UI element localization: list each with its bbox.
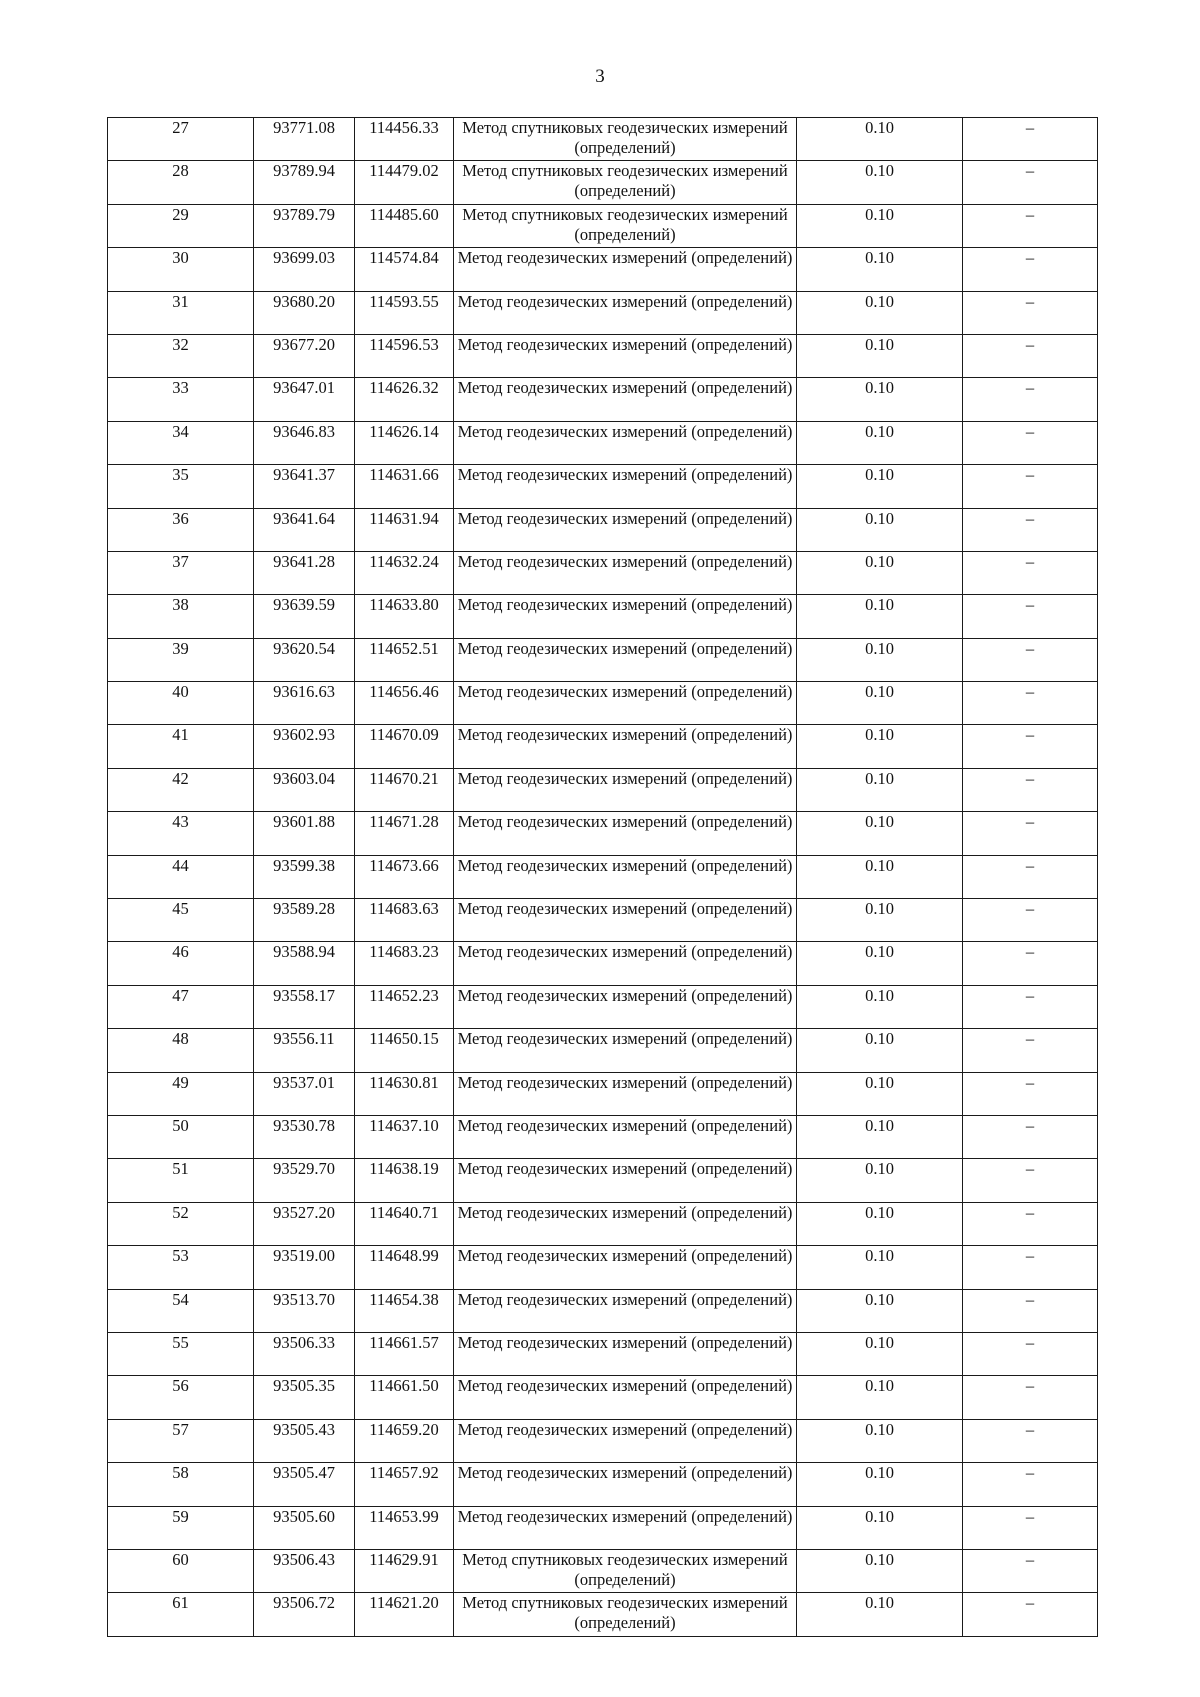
point-number-cell: 36 (108, 508, 254, 551)
table-row (108, 1246, 1098, 1289)
y-coordinate-cell: 114683.63 (355, 899, 454, 942)
table-row (108, 638, 1098, 681)
note-cell: – (963, 421, 1098, 464)
accuracy-cell: 0.10 (797, 1549, 963, 1592)
x-coordinate-cell: 93620.54 (254, 638, 355, 681)
x-coordinate-cell: 93641.37 (254, 465, 355, 508)
note-cell: – (963, 1593, 1098, 1636)
point-number-cell: 29 (108, 204, 254, 247)
point-number-cell: 53 (108, 1246, 254, 1289)
x-coordinate-cell: 93646.83 (254, 421, 355, 464)
method-cell: Метод геодезических измерений (определений) (454, 508, 797, 551)
point-number-cell: 41 (108, 725, 254, 768)
table-row (108, 1332, 1098, 1375)
note-cell: – (963, 508, 1098, 551)
note-cell: – (963, 465, 1098, 508)
accuracy-cell: 0.10 (797, 1246, 963, 1289)
note-cell: – (963, 378, 1098, 421)
note-cell: – (963, 985, 1098, 1028)
accuracy-cell: 0.10 (797, 1593, 963, 1636)
y-coordinate-cell: 114654.38 (355, 1289, 454, 1332)
method-cell: Метод геодезических измерений (определений) (454, 1072, 797, 1115)
method-cell: Метод спутниковых геодезических измерений (определений) (454, 1549, 797, 1592)
accuracy-cell: 0.10 (797, 682, 963, 725)
table-row (108, 508, 1098, 551)
y-coordinate-cell: 114650.15 (355, 1029, 454, 1072)
method-cell: Метод геодезических измерений (определений) (454, 421, 797, 464)
point-number-cell: 42 (108, 768, 254, 811)
table-row (108, 334, 1098, 377)
point-number-cell: 61 (108, 1593, 254, 1636)
y-coordinate-cell: 114657.92 (355, 1463, 454, 1506)
page-number: 3 (595, 66, 605, 87)
table-row (108, 161, 1098, 204)
y-coordinate-cell: 114652.23 (355, 985, 454, 1028)
table-row (108, 595, 1098, 638)
accuracy-cell: 0.10 (797, 899, 963, 942)
x-coordinate-cell: 93513.70 (254, 1289, 355, 1332)
coordinates-table (107, 117, 1098, 1637)
y-coordinate-cell: 114630.81 (355, 1072, 454, 1115)
table-row (108, 421, 1098, 464)
y-coordinate-cell: 114479.02 (355, 161, 454, 204)
note-cell: – (963, 334, 1098, 377)
accuracy-cell: 0.10 (797, 334, 963, 377)
table-row (108, 378, 1098, 421)
x-coordinate-cell: 93505.60 (254, 1506, 355, 1549)
note-cell: – (963, 899, 1098, 942)
method-cell: Метод геодезических измерений (определений) (454, 1202, 797, 1245)
x-coordinate-cell: 93529.70 (254, 1159, 355, 1202)
note-cell: – (963, 1419, 1098, 1462)
method-cell: Метод геодезических измерений (определений) (454, 248, 797, 291)
method-cell: Метод геодезических измерений (определений) (454, 1029, 797, 1072)
note-cell: – (963, 1506, 1098, 1549)
note-cell: – (963, 812, 1098, 855)
point-number-cell: 37 (108, 551, 254, 594)
method-cell: Метод геодезических измерений (определений) (454, 942, 797, 985)
point-number-cell: 51 (108, 1159, 254, 1202)
accuracy-cell: 0.10 (797, 551, 963, 594)
table-row (108, 725, 1098, 768)
point-number-cell: 57 (108, 1419, 254, 1462)
note-cell: – (963, 682, 1098, 725)
method-cell: Метод геодезических измерений (определений) (454, 1332, 797, 1375)
table-row (108, 1115, 1098, 1158)
x-coordinate-cell: 93506.43 (254, 1549, 355, 1592)
table-row (108, 1463, 1098, 1506)
x-coordinate-cell: 93588.94 (254, 942, 355, 985)
method-cell: Метод геодезических измерений (определений) (454, 725, 797, 768)
y-coordinate-cell: 114640.71 (355, 1202, 454, 1245)
point-number-cell: 35 (108, 465, 254, 508)
accuracy-cell: 0.10 (797, 942, 963, 985)
table-row (108, 1376, 1098, 1419)
method-cell: Метод геодезических измерений (определений) (454, 985, 797, 1028)
y-coordinate-cell: 114653.99 (355, 1506, 454, 1549)
x-coordinate-cell: 93556.11 (254, 1029, 355, 1072)
table-row (108, 768, 1098, 811)
x-coordinate-cell: 93558.17 (254, 985, 355, 1028)
note-cell: – (963, 1202, 1098, 1245)
point-number-cell: 52 (108, 1202, 254, 1245)
note-cell: – (963, 942, 1098, 985)
point-number-cell: 59 (108, 1506, 254, 1549)
x-coordinate-cell: 93680.20 (254, 291, 355, 334)
point-number-cell: 27 (108, 118, 254, 161)
y-coordinate-cell: 114661.50 (355, 1376, 454, 1419)
x-coordinate-cell: 93771.08 (254, 118, 355, 161)
accuracy-cell: 0.10 (797, 161, 963, 204)
y-coordinate-cell: 114637.10 (355, 1115, 454, 1158)
x-coordinate-cell: 93537.01 (254, 1072, 355, 1115)
accuracy-cell: 0.10 (797, 985, 963, 1028)
note-cell: – (963, 204, 1098, 247)
y-coordinate-cell: 114638.19 (355, 1159, 454, 1202)
table-row (108, 855, 1098, 898)
table-row (108, 465, 1098, 508)
x-coordinate-cell: 93599.38 (254, 855, 355, 898)
note-cell: – (963, 291, 1098, 334)
note-cell: – (963, 1332, 1098, 1375)
y-coordinate-cell: 114631.66 (355, 465, 454, 508)
x-coordinate-cell: 93641.28 (254, 551, 355, 594)
x-coordinate-cell: 93506.72 (254, 1593, 355, 1636)
method-cell: Метод геодезических измерений (определений) (454, 465, 797, 508)
method-cell: Метод геодезических измерений (определений) (454, 1506, 797, 1549)
point-number-cell: 55 (108, 1332, 254, 1375)
table-row (108, 682, 1098, 725)
y-coordinate-cell: 114485.60 (355, 204, 454, 247)
table-row (108, 291, 1098, 334)
method-cell: Метод геодезических измерений (определений) (454, 812, 797, 855)
accuracy-cell: 0.10 (797, 1202, 963, 1245)
y-coordinate-cell: 114626.14 (355, 421, 454, 464)
method-cell: Метод геодезических измерений (определений) (454, 595, 797, 638)
x-coordinate-cell: 93602.93 (254, 725, 355, 768)
method-cell: Метод спутниковых геодезических измерений (определений) (454, 161, 797, 204)
x-coordinate-cell: 93789.79 (254, 204, 355, 247)
y-coordinate-cell: 114659.20 (355, 1419, 454, 1462)
note-cell: – (963, 1549, 1098, 1592)
x-coordinate-cell: 93677.20 (254, 334, 355, 377)
note-cell: – (963, 118, 1098, 161)
table-row (108, 551, 1098, 594)
point-number-cell: 30 (108, 248, 254, 291)
accuracy-cell: 0.10 (797, 725, 963, 768)
method-cell: Метод геодезических измерений (определений) (454, 855, 797, 898)
table-row (108, 1419, 1098, 1462)
table-row (108, 1072, 1098, 1115)
x-coordinate-cell: 93519.00 (254, 1246, 355, 1289)
point-number-cell: 33 (108, 378, 254, 421)
point-number-cell: 54 (108, 1289, 254, 1332)
point-number-cell: 48 (108, 1029, 254, 1072)
note-cell: – (963, 725, 1098, 768)
y-coordinate-cell: 114456.33 (355, 118, 454, 161)
y-coordinate-cell: 114631.94 (355, 508, 454, 551)
note-cell: – (963, 1376, 1098, 1419)
point-number-cell: 32 (108, 334, 254, 377)
accuracy-cell: 0.10 (797, 465, 963, 508)
method-cell: Метод спутниковых геодезических измерений (определений) (454, 1593, 797, 1636)
y-coordinate-cell: 114652.51 (355, 638, 454, 681)
point-number-cell: 31 (108, 291, 254, 334)
method-cell: Метод геодезических измерений (определений) (454, 551, 797, 594)
accuracy-cell: 0.10 (797, 812, 963, 855)
table-row (108, 1159, 1098, 1202)
point-number-cell: 47 (108, 985, 254, 1028)
accuracy-cell: 0.10 (797, 595, 963, 638)
x-coordinate-cell: 93505.35 (254, 1376, 355, 1419)
x-coordinate-cell: 93505.43 (254, 1419, 355, 1462)
table-row (108, 1549, 1098, 1592)
point-number-cell: 40 (108, 682, 254, 725)
accuracy-cell: 0.10 (797, 855, 963, 898)
method-cell: Метод геодезических измерений (определений) (454, 1289, 797, 1332)
note-cell: – (963, 595, 1098, 638)
table-row (108, 118, 1098, 161)
y-coordinate-cell: 114673.66 (355, 855, 454, 898)
table-row (108, 1506, 1098, 1549)
accuracy-cell: 0.10 (797, 1289, 963, 1332)
table-row (108, 1029, 1098, 1072)
note-cell: – (963, 551, 1098, 594)
point-number-cell: 60 (108, 1549, 254, 1592)
x-coordinate-cell: 93505.47 (254, 1463, 355, 1506)
point-number-cell: 56 (108, 1376, 254, 1419)
note-cell: – (963, 855, 1098, 898)
note-cell: – (963, 638, 1098, 681)
table-row (108, 942, 1098, 985)
accuracy-cell: 0.10 (797, 291, 963, 334)
table-row (108, 899, 1098, 942)
y-coordinate-cell: 114683.23 (355, 942, 454, 985)
note-cell: – (963, 768, 1098, 811)
accuracy-cell: 0.10 (797, 1419, 963, 1462)
y-coordinate-cell: 114671.28 (355, 812, 454, 855)
point-number-cell: 38 (108, 595, 254, 638)
x-coordinate-cell: 93616.63 (254, 682, 355, 725)
accuracy-cell: 0.10 (797, 768, 963, 811)
point-number-cell: 45 (108, 899, 254, 942)
note-cell: – (963, 248, 1098, 291)
accuracy-cell: 0.10 (797, 421, 963, 464)
method-cell: Метод геодезических измерений (определений) (454, 899, 797, 942)
accuracy-cell: 0.10 (797, 1506, 963, 1549)
point-number-cell: 50 (108, 1115, 254, 1158)
point-number-cell: 28 (108, 161, 254, 204)
y-coordinate-cell: 114593.55 (355, 291, 454, 334)
method-cell: Метод геодезических измерений (определений) (454, 1376, 797, 1419)
table-row (108, 248, 1098, 291)
table-row (108, 812, 1098, 855)
method-cell: Метод геодезических измерений (определений) (454, 1159, 797, 1202)
y-coordinate-cell: 114648.99 (355, 1246, 454, 1289)
accuracy-cell: 0.10 (797, 118, 963, 161)
note-cell: – (963, 161, 1098, 204)
method-cell: Метод геодезических измерений (определений) (454, 334, 797, 377)
point-number-cell: 46 (108, 942, 254, 985)
coordinates-table-body (108, 118, 1098, 1637)
y-coordinate-cell: 114670.09 (355, 725, 454, 768)
accuracy-cell: 0.10 (797, 1029, 963, 1072)
y-coordinate-cell: 114574.84 (355, 248, 454, 291)
note-cell: – (963, 1115, 1098, 1158)
x-coordinate-cell: 93647.01 (254, 378, 355, 421)
x-coordinate-cell: 93527.20 (254, 1202, 355, 1245)
x-coordinate-cell: 93530.78 (254, 1115, 355, 1158)
accuracy-cell: 0.10 (797, 248, 963, 291)
y-coordinate-cell: 114661.57 (355, 1332, 454, 1375)
table-row (108, 1202, 1098, 1245)
y-coordinate-cell: 114626.32 (355, 378, 454, 421)
method-cell: Метод спутниковых геодезических измерений (определений) (454, 118, 797, 161)
point-number-cell: 39 (108, 638, 254, 681)
method-cell: Метод геодезических измерений (определений) (454, 768, 797, 811)
point-number-cell: 34 (108, 421, 254, 464)
table-row (108, 1289, 1098, 1332)
y-coordinate-cell: 114629.91 (355, 1549, 454, 1592)
method-cell: Метод геодезических измерений (определений) (454, 638, 797, 681)
point-number-cell: 43 (108, 812, 254, 855)
accuracy-cell: 0.10 (797, 1159, 963, 1202)
note-cell: – (963, 1246, 1098, 1289)
method-cell: Метод геодезических измерений (определений) (454, 682, 797, 725)
point-number-cell: 58 (108, 1463, 254, 1506)
method-cell: Метод геодезических измерений (определений) (454, 1246, 797, 1289)
accuracy-cell: 0.10 (797, 378, 963, 421)
accuracy-cell: 0.10 (797, 638, 963, 681)
note-cell: – (963, 1029, 1098, 1072)
table-row (108, 985, 1098, 1028)
x-coordinate-cell: 93506.33 (254, 1332, 355, 1375)
x-coordinate-cell: 93589.28 (254, 899, 355, 942)
accuracy-cell: 0.10 (797, 1376, 963, 1419)
x-coordinate-cell: 93641.64 (254, 508, 355, 551)
point-number-cell: 44 (108, 855, 254, 898)
accuracy-cell: 0.10 (797, 508, 963, 551)
accuracy-cell: 0.10 (797, 204, 963, 247)
x-coordinate-cell: 93639.59 (254, 595, 355, 638)
method-cell: Метод геодезических измерений (определений) (454, 291, 797, 334)
note-cell: – (963, 1289, 1098, 1332)
x-coordinate-cell: 93601.88 (254, 812, 355, 855)
method-cell: Метод спутниковых геодезических измерений (определений) (454, 204, 797, 247)
point-number-cell: 49 (108, 1072, 254, 1115)
y-coordinate-cell: 114633.80 (355, 595, 454, 638)
accuracy-cell: 0.10 (797, 1463, 963, 1506)
y-coordinate-cell: 114656.46 (355, 682, 454, 725)
method-cell: Метод геодезических измерений (определений) (454, 1419, 797, 1462)
y-coordinate-cell: 114632.24 (355, 551, 454, 594)
note-cell: – (963, 1072, 1098, 1115)
method-cell: Метод геодезических измерений (определений) (454, 1115, 797, 1158)
x-coordinate-cell: 93789.94 (254, 161, 355, 204)
note-cell: – (963, 1463, 1098, 1506)
accuracy-cell: 0.10 (797, 1332, 963, 1375)
accuracy-cell: 0.10 (797, 1072, 963, 1115)
table-row (108, 204, 1098, 247)
note-cell: – (963, 1159, 1098, 1202)
y-coordinate-cell: 114670.21 (355, 768, 454, 811)
table-row (108, 1593, 1098, 1636)
x-coordinate-cell: 93603.04 (254, 768, 355, 811)
accuracy-cell: 0.10 (797, 1115, 963, 1158)
x-coordinate-cell: 93699.03 (254, 248, 355, 291)
y-coordinate-cell: 114621.20 (355, 1593, 454, 1636)
method-cell: Метод геодезических измерений (определений) (454, 378, 797, 421)
method-cell: Метод геодезических измерений (определений) (454, 1463, 797, 1506)
y-coordinate-cell: 114596.53 (355, 334, 454, 377)
